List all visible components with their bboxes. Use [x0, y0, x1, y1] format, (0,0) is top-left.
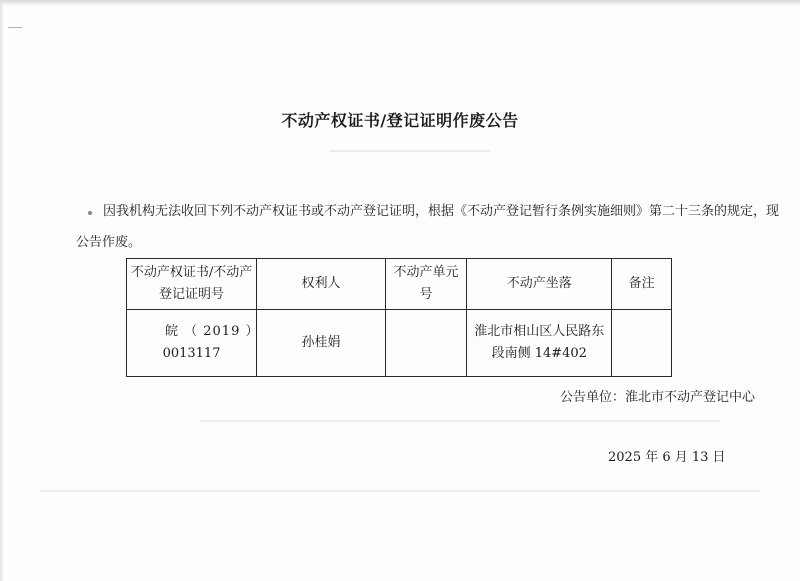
header-certificate-number: [127, 259, 257, 310]
header-unit-number: 不动产单元号: [385, 259, 466, 310]
announcement-paragraph-line1: 因我机构无法收回下列不动产权证书或不动产登记证明，根据《不动产登记暂行条例实施细则》第二十三条的规定，现: [103, 204, 780, 219]
scan-shadow-left: [0, 0, 4, 581]
location-line2: 段南侧 14#402: [491, 346, 587, 361]
header-owner: 权利人: [257, 259, 386, 310]
announcement-paragraph-line2: 公告作废。: [76, 235, 142, 250]
void-certificate-table: [126, 258, 672, 377]
cell-certificate-number: [127, 310, 260, 377]
location-line1: 淮北市相山区人民路东: [474, 324, 605, 339]
page-title: 不动产权证书/登记证明作废公告: [281, 111, 519, 130]
header-remark: 备注: [612, 259, 672, 310]
scan-shadow-top: [0, 0, 800, 6]
issuer-line: 公告单位：淮北市不动产登记中心: [560, 390, 756, 405]
cell-unit-number: [385, 310, 466, 377]
header-certificate-number-line2: 登记证明号: [159, 287, 225, 302]
header-location: 不动产坐落: [467, 259, 612, 310]
bullet-dot: [88, 211, 92, 215]
announcement-date: 2025 年 6 月 13 日: [608, 450, 726, 465]
table-row: [127, 310, 672, 377]
certificate-number-line1: 皖 （ 2019 ）: [165, 324, 260, 339]
certificate-number-line2: 0013117: [162, 346, 221, 361]
table-header-row: [127, 259, 672, 310]
cell-owner: 孙桂娟: [257, 310, 386, 377]
bleed-mark: [40, 490, 760, 492]
bleed-mark: [200, 420, 720, 422]
bleed-mark: [330, 150, 490, 152]
cell-remark: [612, 310, 672, 377]
cell-location: [467, 310, 612, 377]
header-certificate-number-line1: 不动产权证书/不动产: [130, 265, 253, 280]
scan-mark: [8, 27, 22, 28]
